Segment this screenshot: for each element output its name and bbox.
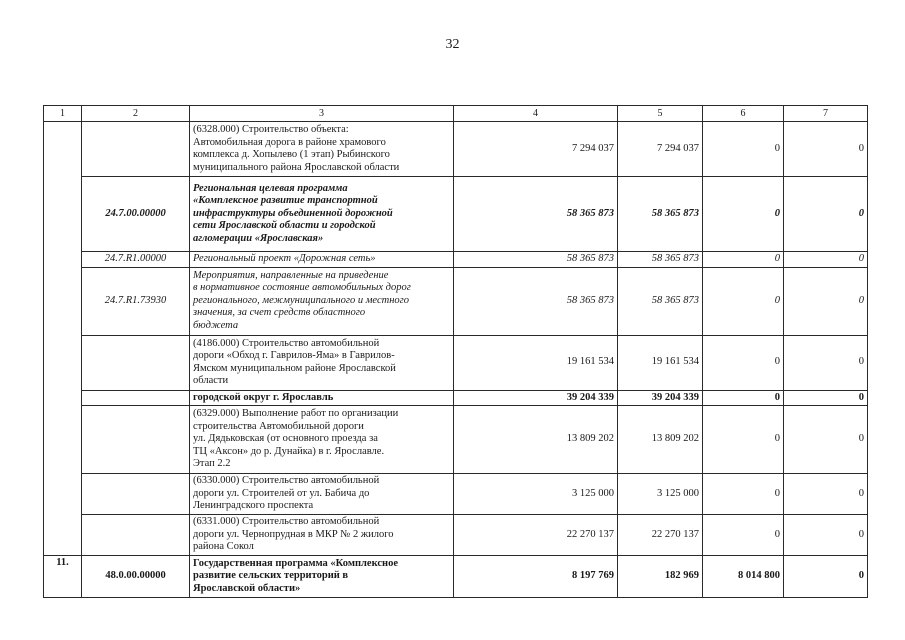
amount-cell-col4: 22 270 137 xyxy=(454,515,618,556)
amount-cell-col6: 0 xyxy=(703,474,784,515)
description-line: Ямском муниципальном районе Ярославской xyxy=(193,362,396,374)
amount-cell-col5: 22 270 137 xyxy=(618,515,703,556)
description-line: ТЦ «Аксон» до р. Дунайка) в г. Ярославле. xyxy=(193,445,385,457)
description-cell xyxy=(190,335,454,390)
amount-cell-col4: 58 365 873 xyxy=(454,252,618,268)
description-line: Государственная программа «Комплексное xyxy=(193,557,398,569)
description-line: Ярославской области» xyxy=(193,582,301,594)
table-row xyxy=(44,122,868,177)
amount-cell-col4: 3 125 000 xyxy=(454,474,618,515)
description-cell xyxy=(190,267,454,335)
amount-cell-col7: 0 xyxy=(784,122,868,177)
description-line: Мероприятия, направленные на приведение xyxy=(193,269,389,281)
amount-cell-col4: 7 294 037 xyxy=(454,122,618,177)
amount-cell-col4: 8 197 769 xyxy=(454,556,618,598)
description-line: городской округ г. Ярославль xyxy=(193,391,334,403)
amount-cell-col7: 0 xyxy=(784,515,868,556)
amount-cell-col6: 0 xyxy=(703,122,784,177)
amount-cell-col7: 0 xyxy=(784,252,868,268)
header-col-1: 1 xyxy=(44,106,82,122)
header-col-7: 7 xyxy=(784,106,868,122)
description-line: значения, за счет средств областного xyxy=(193,307,366,319)
description-cell xyxy=(190,406,454,474)
table-row xyxy=(44,335,868,390)
amount-cell-col7: 0 xyxy=(784,406,868,474)
amount-cell-col4: 58 365 873 xyxy=(454,177,618,252)
description-cell xyxy=(190,390,454,406)
description-line: комплекса д. Хопылево (1 этап) Рыбинского xyxy=(193,149,390,160)
amount-cell-col5: 58 365 873 xyxy=(618,177,703,252)
description-line: агломерации «Ярославская» xyxy=(193,232,324,244)
amount-cell-col4: 13 809 202 xyxy=(454,406,618,474)
budget-code-cell xyxy=(82,515,190,556)
description-line: Ленинградского проспекта xyxy=(193,500,314,512)
table-row xyxy=(44,267,868,335)
amount-cell-col5: 3 125 000 xyxy=(618,474,703,515)
amount-cell-col5: 19 161 534 xyxy=(618,335,703,390)
description-line: «Комплексное развитие транспортной xyxy=(193,195,378,207)
amount-cell-col5: 39 204 339 xyxy=(618,390,703,406)
budget-code-cell: 24.7.00.00000 xyxy=(82,177,190,252)
amount-cell-col5: 58 365 873 xyxy=(618,267,703,335)
description-line: (4186.000) Строительство автомобильной xyxy=(193,337,380,349)
description-line: области xyxy=(193,375,229,386)
amount-cell-col6: 0 xyxy=(703,515,784,556)
header-col-2: 2 xyxy=(82,106,190,122)
table-row xyxy=(44,515,868,556)
amount-cell-col7: 0 xyxy=(784,390,868,406)
budget-code-cell: 24.7.R1.73930 xyxy=(82,267,190,335)
amount-cell-col6: 0 xyxy=(703,252,784,268)
description-line: (6329.000) Выполнение работ по организации xyxy=(193,408,399,420)
description-cell xyxy=(190,122,454,177)
description-line: сети Ярославской области и городской xyxy=(193,220,376,232)
description-cell xyxy=(190,177,454,252)
description-line: дороги «Обход г. Гаврилов-Яма» в Гаврилов- xyxy=(193,350,395,361)
amount-cell-col6: 0 xyxy=(703,335,784,390)
budget-code-cell: 24.7.R1.00000 xyxy=(82,252,190,268)
description-line: района Сокол xyxy=(193,541,254,553)
amount-cell-col5: 182 969 xyxy=(618,556,703,598)
amount-cell-col6: 0 xyxy=(703,390,784,406)
budget-code-cell xyxy=(82,390,190,406)
description-line: развитие сельских территорий в xyxy=(193,570,349,582)
amount-cell-col4: 39 204 339 xyxy=(454,390,618,406)
amount-cell-col5: 7 294 037 xyxy=(618,122,703,177)
description-line: инфраструктуры объединенной дорожной xyxy=(193,207,393,219)
description-line: строительства Автомобильной дороги xyxy=(193,420,364,432)
amount-cell-col6: 0 xyxy=(703,177,784,252)
amount-cell-col6: 0 xyxy=(703,267,784,335)
budget-code-cell xyxy=(82,474,190,515)
amount-cell-col5: 13 809 202 xyxy=(618,406,703,474)
description-cell xyxy=(190,515,454,556)
amount-cell-col7: 0 xyxy=(784,556,868,598)
description-line: Региональный проект «Дорожная сеть» xyxy=(193,253,376,264)
row-number-cell xyxy=(44,122,82,556)
table-row xyxy=(44,474,868,515)
amount-cell-col7: 0 xyxy=(784,177,868,252)
description-line: регионального, межмуниципального и местного xyxy=(193,294,409,306)
description-line: (6330.000) Строительство автомобильной xyxy=(193,475,380,487)
amount-cell-col6: 0 xyxy=(703,406,784,474)
description-line: в нормативное состояние автомобильных дорог xyxy=(193,282,411,294)
table-row xyxy=(44,556,868,598)
table-header-row xyxy=(44,106,868,122)
table-row xyxy=(44,252,868,268)
header-col-3: 3 xyxy=(190,106,454,122)
description-line: дороги ул. Чернопрудная в МКР № 2 жилого xyxy=(193,528,394,540)
page-number: 32 xyxy=(445,37,460,52)
header-col-4: 4 xyxy=(454,106,618,122)
description-line: бюджета xyxy=(193,319,239,331)
amount-cell-col7: 0 xyxy=(784,474,868,515)
header-col-6: 6 xyxy=(703,106,784,122)
description-line: муниципального района Ярославской области xyxy=(193,161,400,173)
description-line: Этап 2.2 xyxy=(193,458,231,470)
amount-cell-col5: 58 365 873 xyxy=(618,252,703,268)
amount-cell-col7: 0 xyxy=(784,267,868,335)
description-cell xyxy=(190,556,454,598)
amount-cell-col6: 8 014 800 xyxy=(703,556,784,598)
description-cell xyxy=(190,252,454,268)
description-line: Региональная целевая программа xyxy=(193,182,348,194)
row-number-cell: 11. xyxy=(44,556,82,598)
budget-code-cell xyxy=(82,335,190,390)
description-line: дороги ул. Строителей от ул. Бабича до xyxy=(193,487,370,499)
budget-table xyxy=(43,105,868,598)
description-line: Автомобильная дорога в районе храмового xyxy=(193,136,386,148)
amount-cell-col4: 58 365 873 xyxy=(454,267,618,335)
amount-cell-col7: 0 xyxy=(784,335,868,390)
header-col-5: 5 xyxy=(618,106,703,122)
description-line: (6328.000) Строительство объекта: xyxy=(193,124,349,135)
description-line: (6331.000) Строительство автомобильной xyxy=(193,516,380,528)
budget-code-cell: 48.0.00.00000 xyxy=(82,556,190,598)
table-row xyxy=(44,177,868,252)
amount-cell-col4: 19 161 534 xyxy=(454,335,618,390)
budget-code-cell xyxy=(82,406,190,474)
table-row xyxy=(44,390,868,406)
description-line: ул. Дядьковская (от основного проезда за xyxy=(193,433,378,445)
table-row xyxy=(44,406,868,474)
description-cell xyxy=(190,474,454,515)
budget-code-cell xyxy=(82,122,190,177)
